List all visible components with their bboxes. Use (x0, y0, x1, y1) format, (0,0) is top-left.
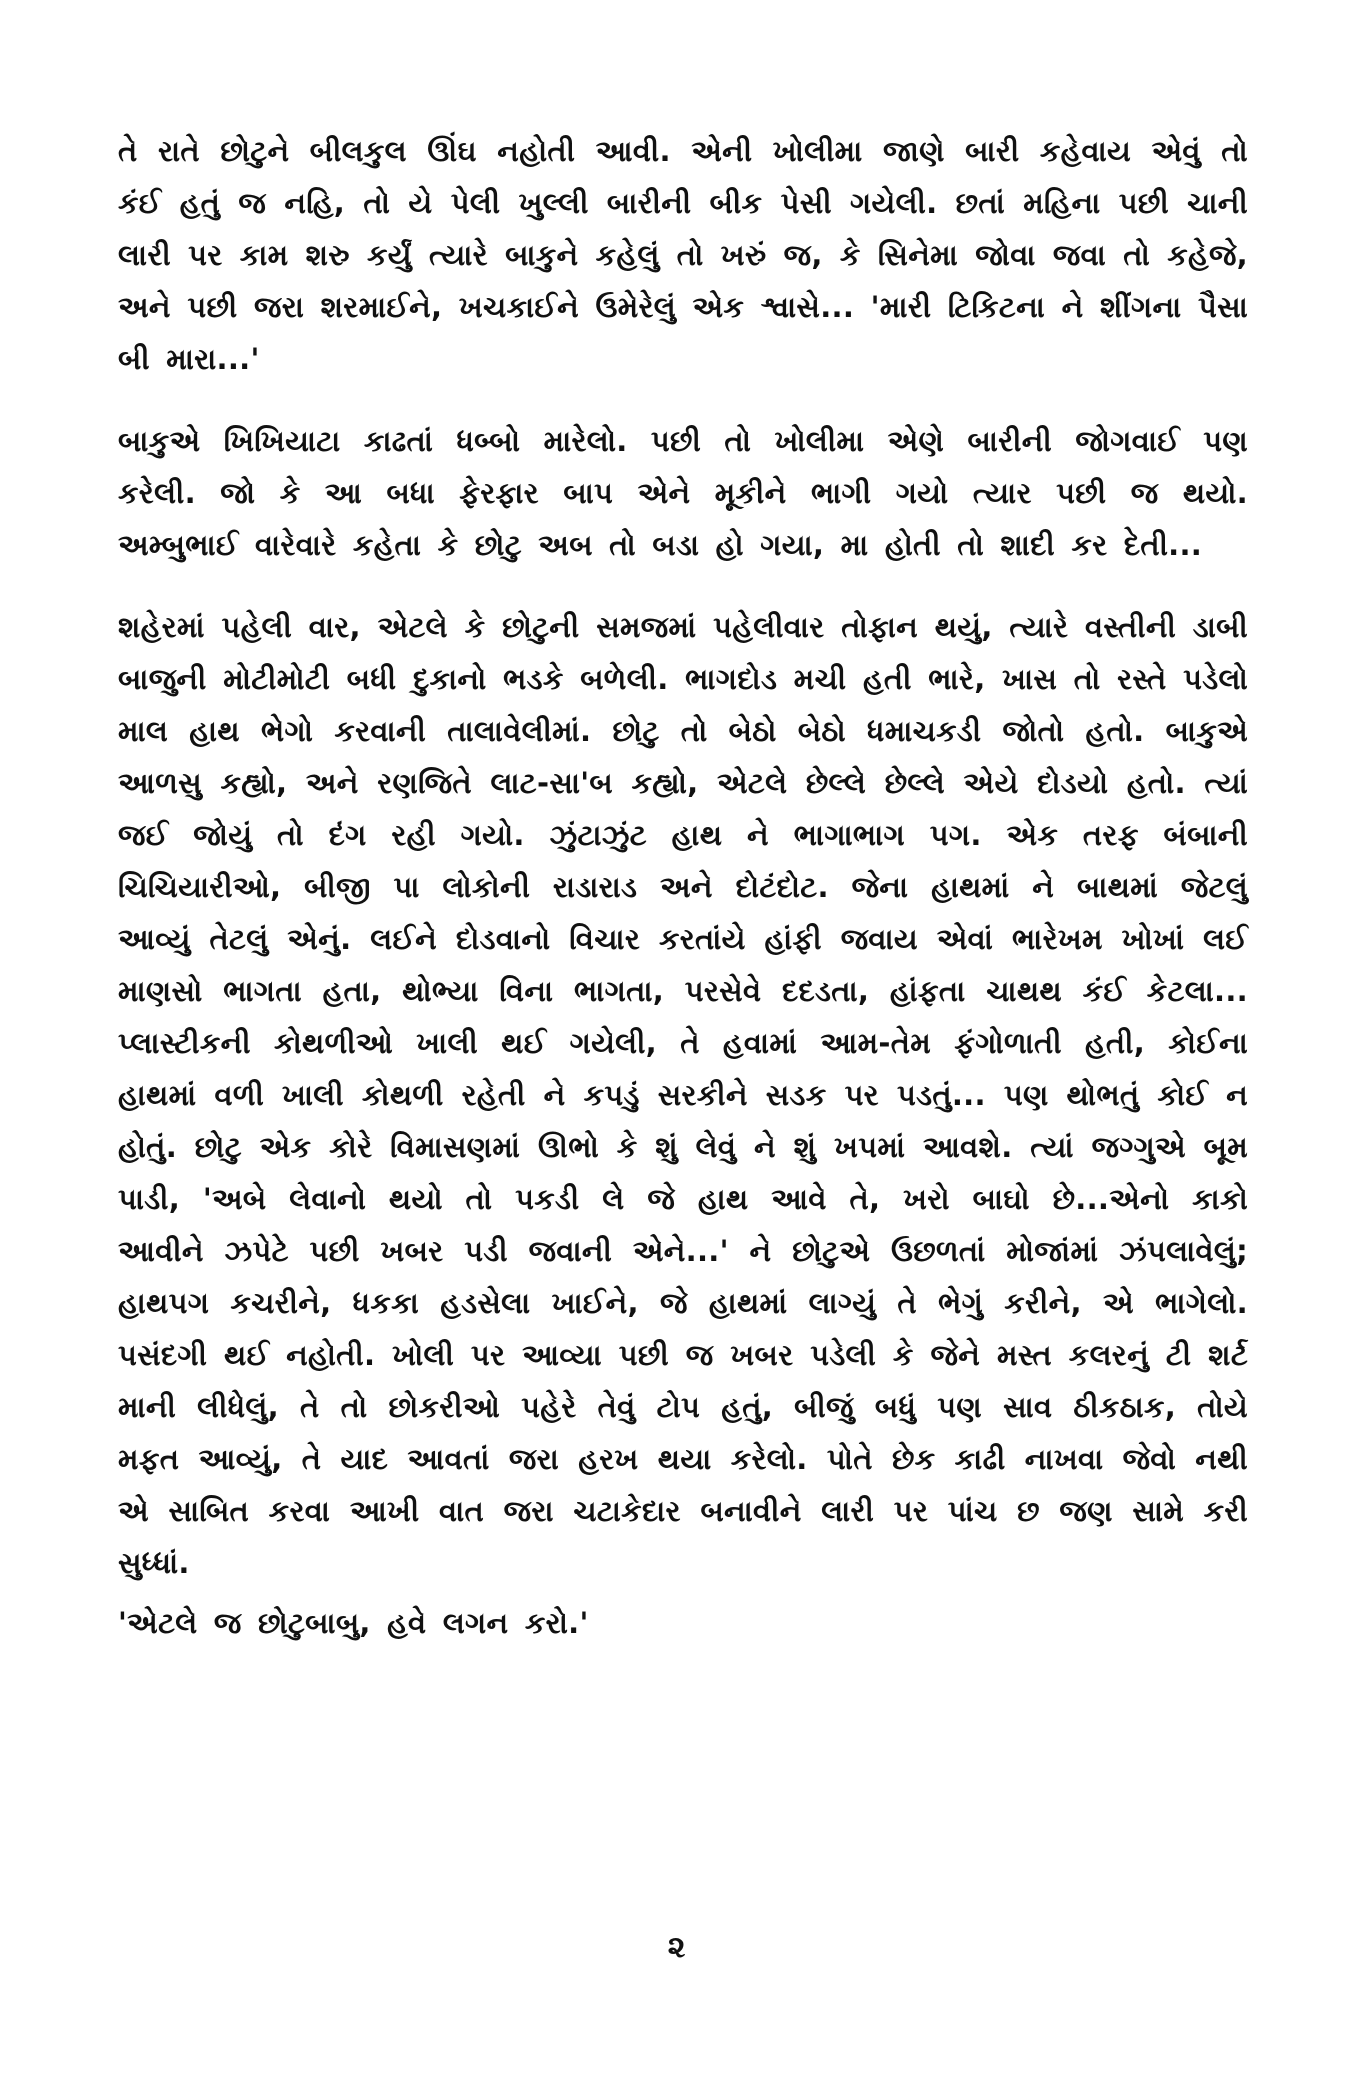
paragraph-1: તે રાતે છોટુને બીલકુલ ઊંઘ નહોતી આવી. એની ખોલીમા જાણે બારી કહેવાય એવું તો કંઈ હતું જ નહિ, તો યે પેલી ખુલ્લી બારીની બીક પેસી ગયેલી. છતાં મહિના પછી ચાની લારી પર કામ શરુ કર્યું ત્યારે બાકુને કહેલું તો ખરું જ, કે સિનેમા જોવા જવા તો કહેજે, અને પછી જરા શરમાઈને, ખચકાઈને ઉમેરેલું એક શ્વાસે... 'મારી ટિકિટના ને શીંગના પૈસા બી મારા...' (118, 134, 1248, 376)
page-body (118, 125, 1248, 1649)
page-number: ૨ (667, 1930, 686, 1965)
paragraph-2: બાકુએ ખિખિયાટા કાઢતાં ધબ્બો મારેલો. પછી તો ખોલીમા એણે બારીની જોગવાઈ પણ કરેલી. જો કે આ બધા ફેરફાર બાપ એને મૂકીને ભાગી ગયો ત્યાર પછી જ થયો. અમ્બુભાઈ વારેવારે કહેતા કે છોટુ અબ તો બડા હો ગયા, મા હોતી તો શાદી કર દેતી... (118, 424, 1248, 562)
paragraph-3: શહેરમાં પહેલી વાર, એટલે કે છોટુની સમજમાં પહેલીવાર તોફાન થયું, ત્યારે વસ્તીની ડાબી બાજુની મોટીમોટી બધી દુકાનો ભડકે બળેલી. ભાગદોડ મચી હતી ભારે, ખાસ તો રસ્તે પડેલો માલ હાથ ભેગો કરવાની તાલાવેલીમાં. છોટુ તો બેઠો બેઠો ધમાચકડી જોતો હતો. બાકુએ આળસુ કહ્યો, અને રણજિતે લાટ-સા'બ કહ્યો, એટલે છેલ્લે છેલ્લે એયે દોડયો હતો. ત્યાં જઈ જોયું તો દંગ રહી ગયો. ઝુંટાઝુંટ હાથ ને ભાગાભાગ પગ. એક તરફ બંબાની ચિચિયારીઓ, બીજી પા લોકોની રાડારાડ અને દોટંદોટ. જેના હાથમાં ને બાથમાં જેટલું આવ્યું તેટલું એનું. લઈને દોડવાનો વિચાર કરતાંયે હાંફી જવાય એવાં ભારેખમ ખોખાં લઈ માણસો ભાગતા હતા, થોભ્યા વિના ભાગતા, પરસેવે દદડતા, હાંફતા ચાથથ કંઈ કેટલા... પ્લાસ્ટીકની કોથળીઓ ખાલી થઈ ગયેલી, તે હવામાં આમ-તેમ ફંગોળાતી હતી, કોઈના હાથમાં વળી ખાલી કોથળી રહેતી ને કપડું સરકીને સડક પર પડતું... પણ થોભતું કોઈ ન હોતું. છોટુ એક કોરે વિમાસણમાં ઊભો કે શું લેવું ને શું ખપમાં આવશે. ત્યાં જગ્ગુએ બૂમ પાડી, 'અબે લેવાનો થયો તો પકડી લે જે હાથ આવે તે, ખરો બાઘો છે...એનો કાકો આવીને ઝપેટે પછી ખબર પડી જવાની એને...' ને છોટુએ ઉછળતાં મોજાંમાં ઝંપલાવેલું; હાથપગ કચરીને, ધકકા હડસેલા ખાઈને, જે હાથમાં લાગ્યું તે ભેગું કરીને, એ ભાગેલો. પસંદગી થઈ નહોતી. ખોલી પર આવ્યા પછી જ ખબર પડેલી કે જેને મસ્ત કલરનું ટી શર્ટ માની લીધેલું, તે તો છોકરીઓ પહેરે તેવું ટોપ હતું, બીજું બધું પણ સાવ ઠીકઠાક, તોયે મફત આવ્યું, તે યાદ આવતાં જરા હરખ થયા કરેલો. પોતે છેક કાઢી નાખવા જેવો નથી એ સાબિત કરવા આખી વાત જરા ચટાકેદાર બનાવીને લારી પર પાંચ છ જણ સામે કરી સુધ્ધાં. (118, 610, 1248, 1580)
paragraph-4: 'એટલે જ છોટુબાબુ, હવે લગન કરો.' (118, 1606, 589, 1640)
